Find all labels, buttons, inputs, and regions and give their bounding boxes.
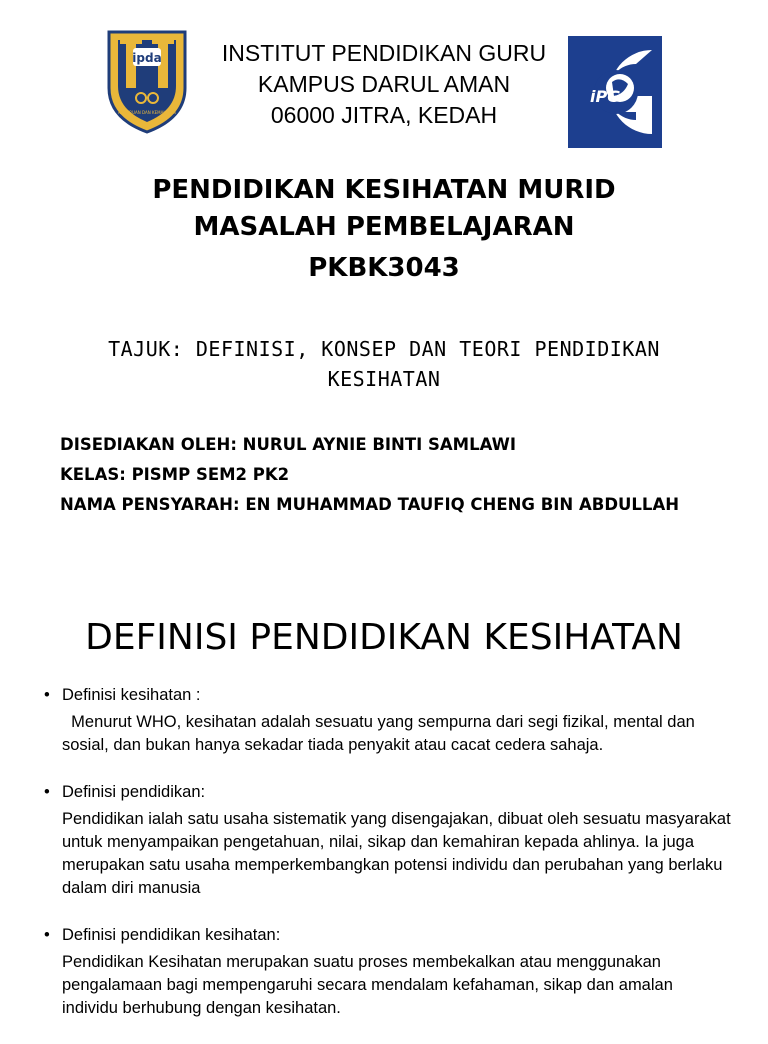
course-code: PKBK3043 (308, 253, 460, 283)
bullet: • (44, 783, 50, 801)
list-item (42, 781, 736, 900)
item-title: Definisi kesihatan : (62, 686, 201, 704)
bullet: • (44, 926, 50, 944)
item-body: Pendidikan Kesihatan merupakan suatu proses membekalkan atau menggunakan pengalamaan bagi mempengaruhi secara mendalam kefahaman, sikap dan amalan individu berhubung dengan kesihatan. (62, 953, 678, 1017)
institute-address: 06000 JITRA, KEDAH (270, 102, 498, 128)
course-title-line2: MASALAH PEMBELAJARAN (193, 212, 575, 242)
institute-name: INSTITUT PENDIDIKAN GURU (221, 40, 547, 66)
class-info: KELAS: PISMP SEM2 PK2 (60, 465, 290, 484)
course-title-line1: PENDIDIKAN KESIHATAN MURID (152, 175, 616, 205)
ipda-crest-icon (106, 26, 188, 134)
list-item (42, 924, 732, 1020)
institute-header (190, 38, 578, 131)
topic-line1: TAJUK: DEFINISI, KONSEP DAN TEORI PENDIDIKAN (108, 337, 660, 361)
item-body: Pendidikan ialah satu usaha sistematik yang disengajakan, dibuat oleh sesuatu masyarakat untuk menyampaikan pengetahuan, nilai, sikap dan kemahiran kepada ahlinya. Ia juga merupakan satu usaha memperkembangkan potensi individu dan perubahan yang berlaku dalam diri manusia (62, 810, 736, 897)
item-title: Definisi pendidikan: (62, 783, 206, 801)
ipda-logo-text: ipda (132, 51, 162, 65)
item-body: Menurut WHO, kesihatan adalah sesuatu yang sempurna dari segi fizikal, mental dan sosial, dan bukan hanya sekadar tiada penyakit atau cacat cedera sahaja. (62, 713, 700, 754)
course-title-block (0, 172, 768, 287)
prepared-by-block (60, 430, 740, 520)
ipda-motto-text: KEGURUAN DAN KEMAHIRAN (118, 110, 176, 115)
ipda-crest-logo (106, 26, 188, 134)
topic-block (60, 334, 708, 394)
item-title: Definisi pendidikan kesihatan: (62, 926, 281, 944)
ipg-logo (568, 36, 662, 148)
institute-campus: KAMPUS DARUL AMAN (257, 71, 511, 97)
prepared-by: DISEDIAKAN OLEH: NURUL AYNIE BINTI SAMLAWI (60, 435, 516, 454)
ipg-logo-text: iPG (590, 87, 621, 106)
ipg-logo-icon (568, 36, 662, 148)
section-heading: DEFINISI PENDIDIKAN KESIHATAN (85, 617, 683, 658)
topic-line2: KESIHATAN (327, 367, 441, 391)
lecturer-name: NAMA PENSYARAH: EN MUHAMMAD TAUFIQ CHENG BIN ABDULLAH (60, 495, 680, 514)
bullet: • (44, 686, 50, 704)
list-item (42, 684, 732, 757)
definition-list (42, 684, 736, 1044)
